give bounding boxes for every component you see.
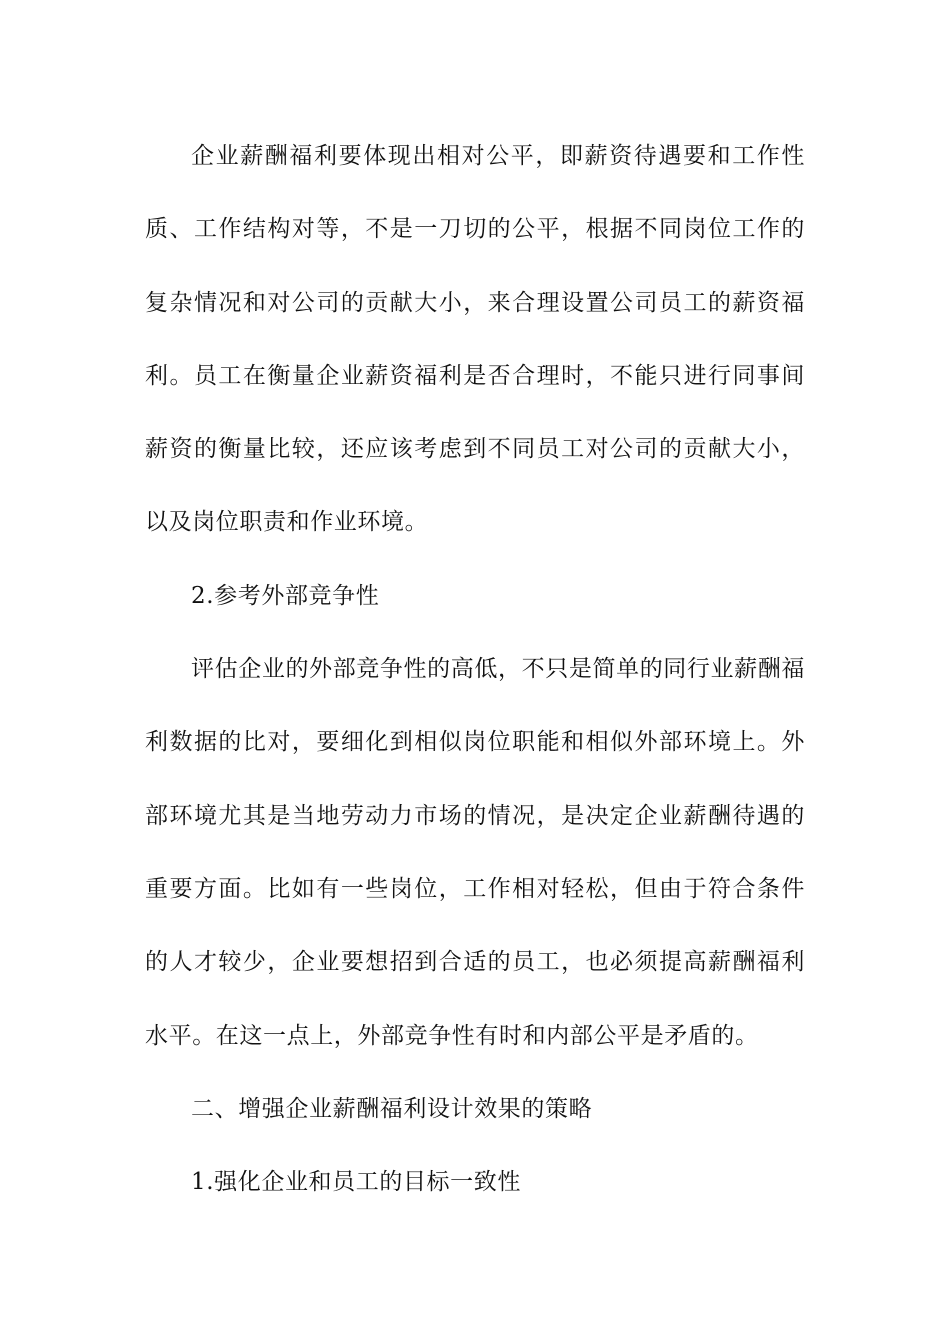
paragraph-internal-fairness: 企业薪酬福利要体现出相对公平，即薪资待遇要和工作性质、工作结构对等，不是一刀切的公平，根据不同岗位工作的复杂情况和对公司的贡献大小，来合理设置公司员工的薪资福利。员工在衡量企业薪资福利是否合理时，不能只进行同事间薪资的衡量比较，还应该考虑到不同员工对公司的贡献大小，以及岗位职责和作业环境。 <box>145 143 805 536</box>
section-heading-strategies: 二、增强企业薪酬福利设计效果的策略 <box>191 1095 593 1122</box>
subheading-external-competitiveness: 2.参考外部竞争性 <box>191 582 380 609</box>
paragraph-external-competitiveness: 评估企业的外部竞争性的高低，不只是简单的同行业薪酬福利数据的比对，要细化到相似岗位职能和相似外部环境上。外部环境尤其是当地劳动力市场的情况，是决定企业薪酬待遇的重要方面。比如有一些岗位，工作相对轻松，但由于符合条件的人才较少，企业要想招到合适的员工，也必须提高薪酬福利水平。在这一点上，外部竞争性有时和内部公平是矛盾的。 <box>145 656 805 1049</box>
subheading-goal-alignment: 1.强化企业和员工的目标一致性 <box>191 1169 521 1196</box>
document-body <box>145 120 805 1219</box>
